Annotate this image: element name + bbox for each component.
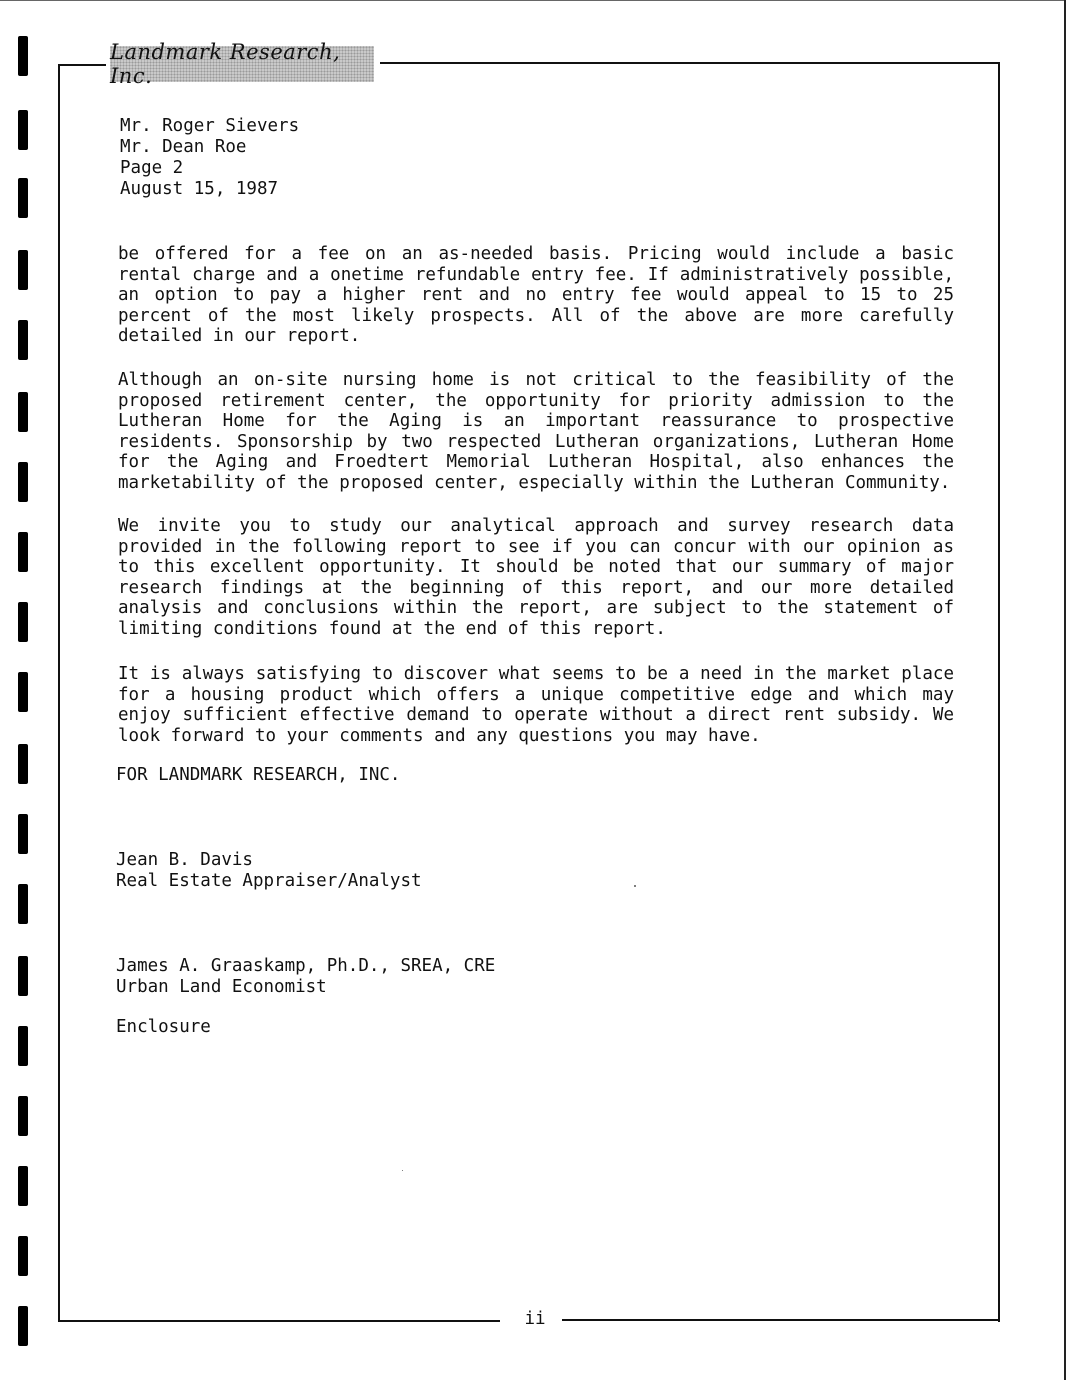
frame-bottom-left-rule [58,1320,500,1322]
binding-hole [18,672,28,712]
binding-hole [18,392,28,432]
binding-hole [18,36,28,76]
body-paragraph: It is always satisfying to discover what seems to be a need in the market place for a housing product which offers a unique competitive edge and which may enjoy sufficient effective demand to operate without a direct rent subsidy. We look forward to your comments and any questions you may have. [118,664,954,746]
binding-hole [18,462,28,502]
company-logo-text: Landmark Research, Inc. [110,40,341,88]
body-paragraph: We invite you to study our analytical approach and survey research data provided in the following report to see if you can concur with our opinion as to this excellent opportunity. It should be noted that our summary of major research findings at the beginning of this report, and our more detailed analysis and conclusions within the report, are subject to the statement of limiting conditions found at the end of this report. [118,516,954,639]
binding-hole [18,178,28,218]
body-paragraph: Although an on-site nursing home is not critical to the feasibility of the proposed retirement center, the opportunity for priority admission to the Lutheran Home for the Aging is an important reassurance to prospective residents. Sponsorship by two respected Lutheran organizations, Lutheran Home for the Aging and Froedtert Memorial Lutheran Hospital, also enhances the marketability of the proposed center, especially within the Lutheran Community. [118,370,954,493]
signer-title: Real Estate Appraiser/Analyst [116,871,422,891]
company-logo [110,40,374,88]
binding-hole [18,884,28,924]
page-number: ii [520,1308,550,1330]
body-paragraph: be offered for a fee on an as-needed basis. Pricing would include a basic rental charge and a onetime refundable entry fee. If administratively possible, an option to pay a higher rent and no entry fee would appeal to 15 to 25 percent of the most likely prospects. All of the above are more carefully detailed in our report. [118,244,954,347]
enclosure-note: Enclosure [116,1017,211,1037]
recipient-name-1: Mr. Roger Sievers [120,116,300,136]
signer-name: Jean B. Davis [116,850,253,870]
frame-top-right-rule [380,62,1000,64]
binding-hole [18,744,28,784]
binding-hole [18,814,28,854]
frame-left-rule [58,64,60,1322]
binding-hole [18,320,28,360]
frame-top-left-rule [58,64,106,66]
scan-speck [402,1170,403,1171]
binding-hole [18,1166,28,1206]
binding-hole [18,110,28,150]
binding-hole [18,532,28,572]
page-top-edge [0,0,1066,1]
signature-block-graaskamp [116,956,495,998]
page-label: Page 2 [120,158,184,178]
frame-right-rule [998,62,1000,1322]
signer-title: Urban Land Economist [116,977,327,997]
letter-date: August 15, 1987 [120,179,279,199]
binding-hole [18,956,28,996]
signature-block-davis [116,850,422,892]
recipient-block [120,116,299,200]
recipient-name-2: Mr. Dean Roe [120,137,247,157]
signer-name: James A. Graaskamp, Ph.D., SREA, CRE [116,956,496,976]
binding-hole [18,602,28,642]
binding-hole [18,250,28,290]
frame-bottom-right-rule [562,1319,1000,1321]
binding-hole [18,1096,28,1136]
scan-speck [634,885,636,887]
sign-off: FOR LANDMARK RESEARCH, INC. [116,765,401,785]
binding-hole [18,1306,28,1346]
binding-hole [18,1026,28,1066]
binding-hole [18,1236,28,1276]
